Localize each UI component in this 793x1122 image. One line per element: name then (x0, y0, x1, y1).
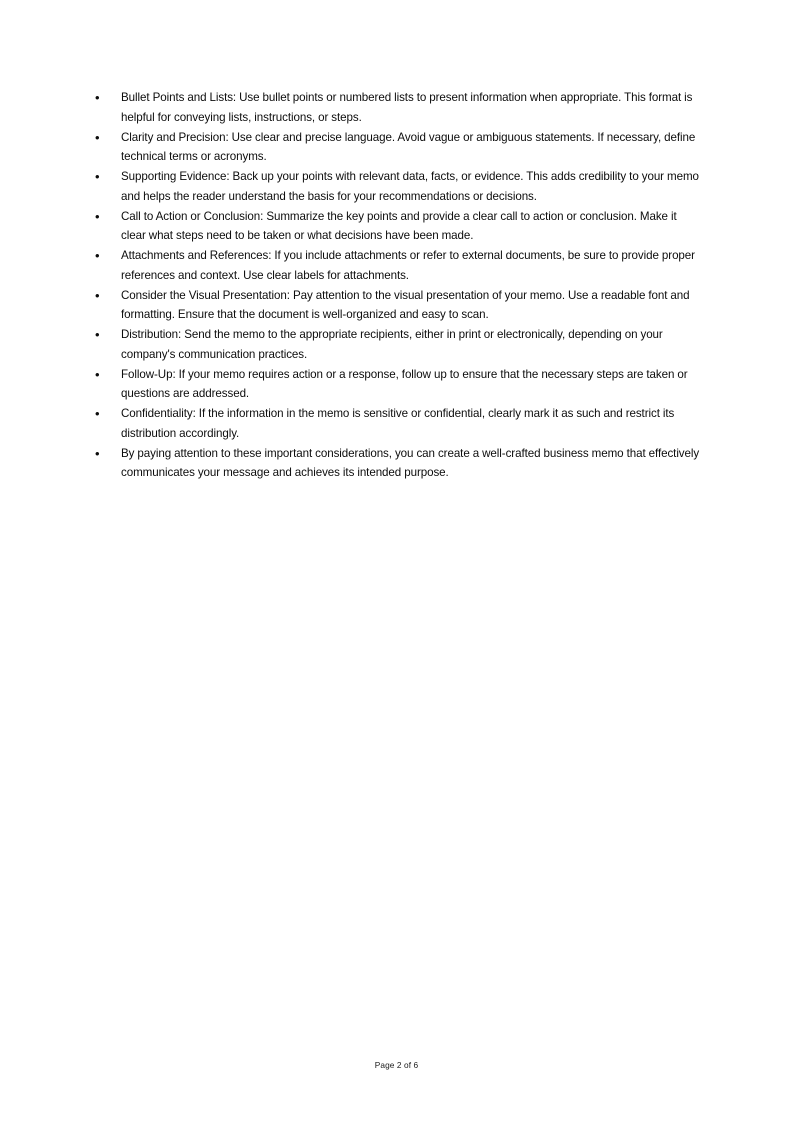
list-item (95, 128, 702, 168)
bullet-icon: • (95, 169, 100, 184)
list-item-text: Confidentiality: If the information in the memo is sensitive or confidential, clearly mark it as such and restrict its distribution accordingly. (121, 407, 675, 440)
bullet-icon: • (95, 129, 100, 145)
list-item-text: Supporting Evidence: Back up your points with relevant data, facts, or evidence. This adds credibility to your memo and helps the reader understand the basis for your recommendations or decisions. (121, 170, 699, 203)
list-item (95, 246, 702, 286)
bullet-icon: • (95, 248, 100, 263)
list-item (95, 365, 702, 405)
page-footer (0, 1060, 793, 1070)
list-item-text: Call to Action or Conclusion: Summarize the key points and provide a clear call to action or conclusion. Make it clear what steps need to be taken or what decisions have been made. (121, 209, 677, 243)
list-item-text: Clarity and Precision: Use clear and precise language. Avoid vague or ambiguous statements. If necessary, define technical terms or acronyms. (121, 130, 696, 164)
list-item (95, 325, 702, 365)
bullet-icon: • (95, 366, 100, 382)
list-item (95, 404, 702, 444)
list-item-text: Consider the Visual Presentation: Pay attention to the visual presentation of your memo. Use a readable font and formatting. Ensure that the document is well-organized and easy to scan. (121, 288, 690, 322)
bullet-icon: • (95, 208, 100, 224)
bullet-icon: • (95, 90, 100, 105)
list-item-text: Follow-Up: If your memo requires action or a response, follow up to ensure that the necessary steps are taken or questions are addressed. (121, 367, 688, 401)
document-body (95, 88, 702, 483)
bullet-icon: • (95, 445, 100, 461)
list-item-text: Attachments and References: If you include attachments or refer to external documents, be sure to provide proper references and context. Use clear labels for attachments. (121, 249, 695, 282)
bullet-list (95, 88, 702, 483)
list-item-text: Bullet Points and Lists: Use bullet points or numbered lists to present information when appropriate. This format is helpful for conveying lists, instructions, or steps. (121, 91, 693, 124)
list-item (95, 286, 702, 326)
list-item (95, 88, 702, 128)
bullet-icon: • (95, 406, 100, 421)
list-item (95, 207, 702, 247)
list-item (95, 444, 702, 484)
page-number-label: Page 2 of 6 (374, 1060, 419, 1070)
list-item (95, 167, 702, 207)
bullet-icon: • (95, 287, 100, 303)
list-item-text: Distribution: Send the memo to the appropriate recipients, either in print or electronically, depending on your company's communication practices. (121, 328, 663, 361)
bullet-icon: • (95, 327, 100, 342)
list-item-text: By paying attention to these important considerations, you can create a well-crafted business memo that effectively communicates your message and achieves its intended purpose. (121, 446, 700, 480)
